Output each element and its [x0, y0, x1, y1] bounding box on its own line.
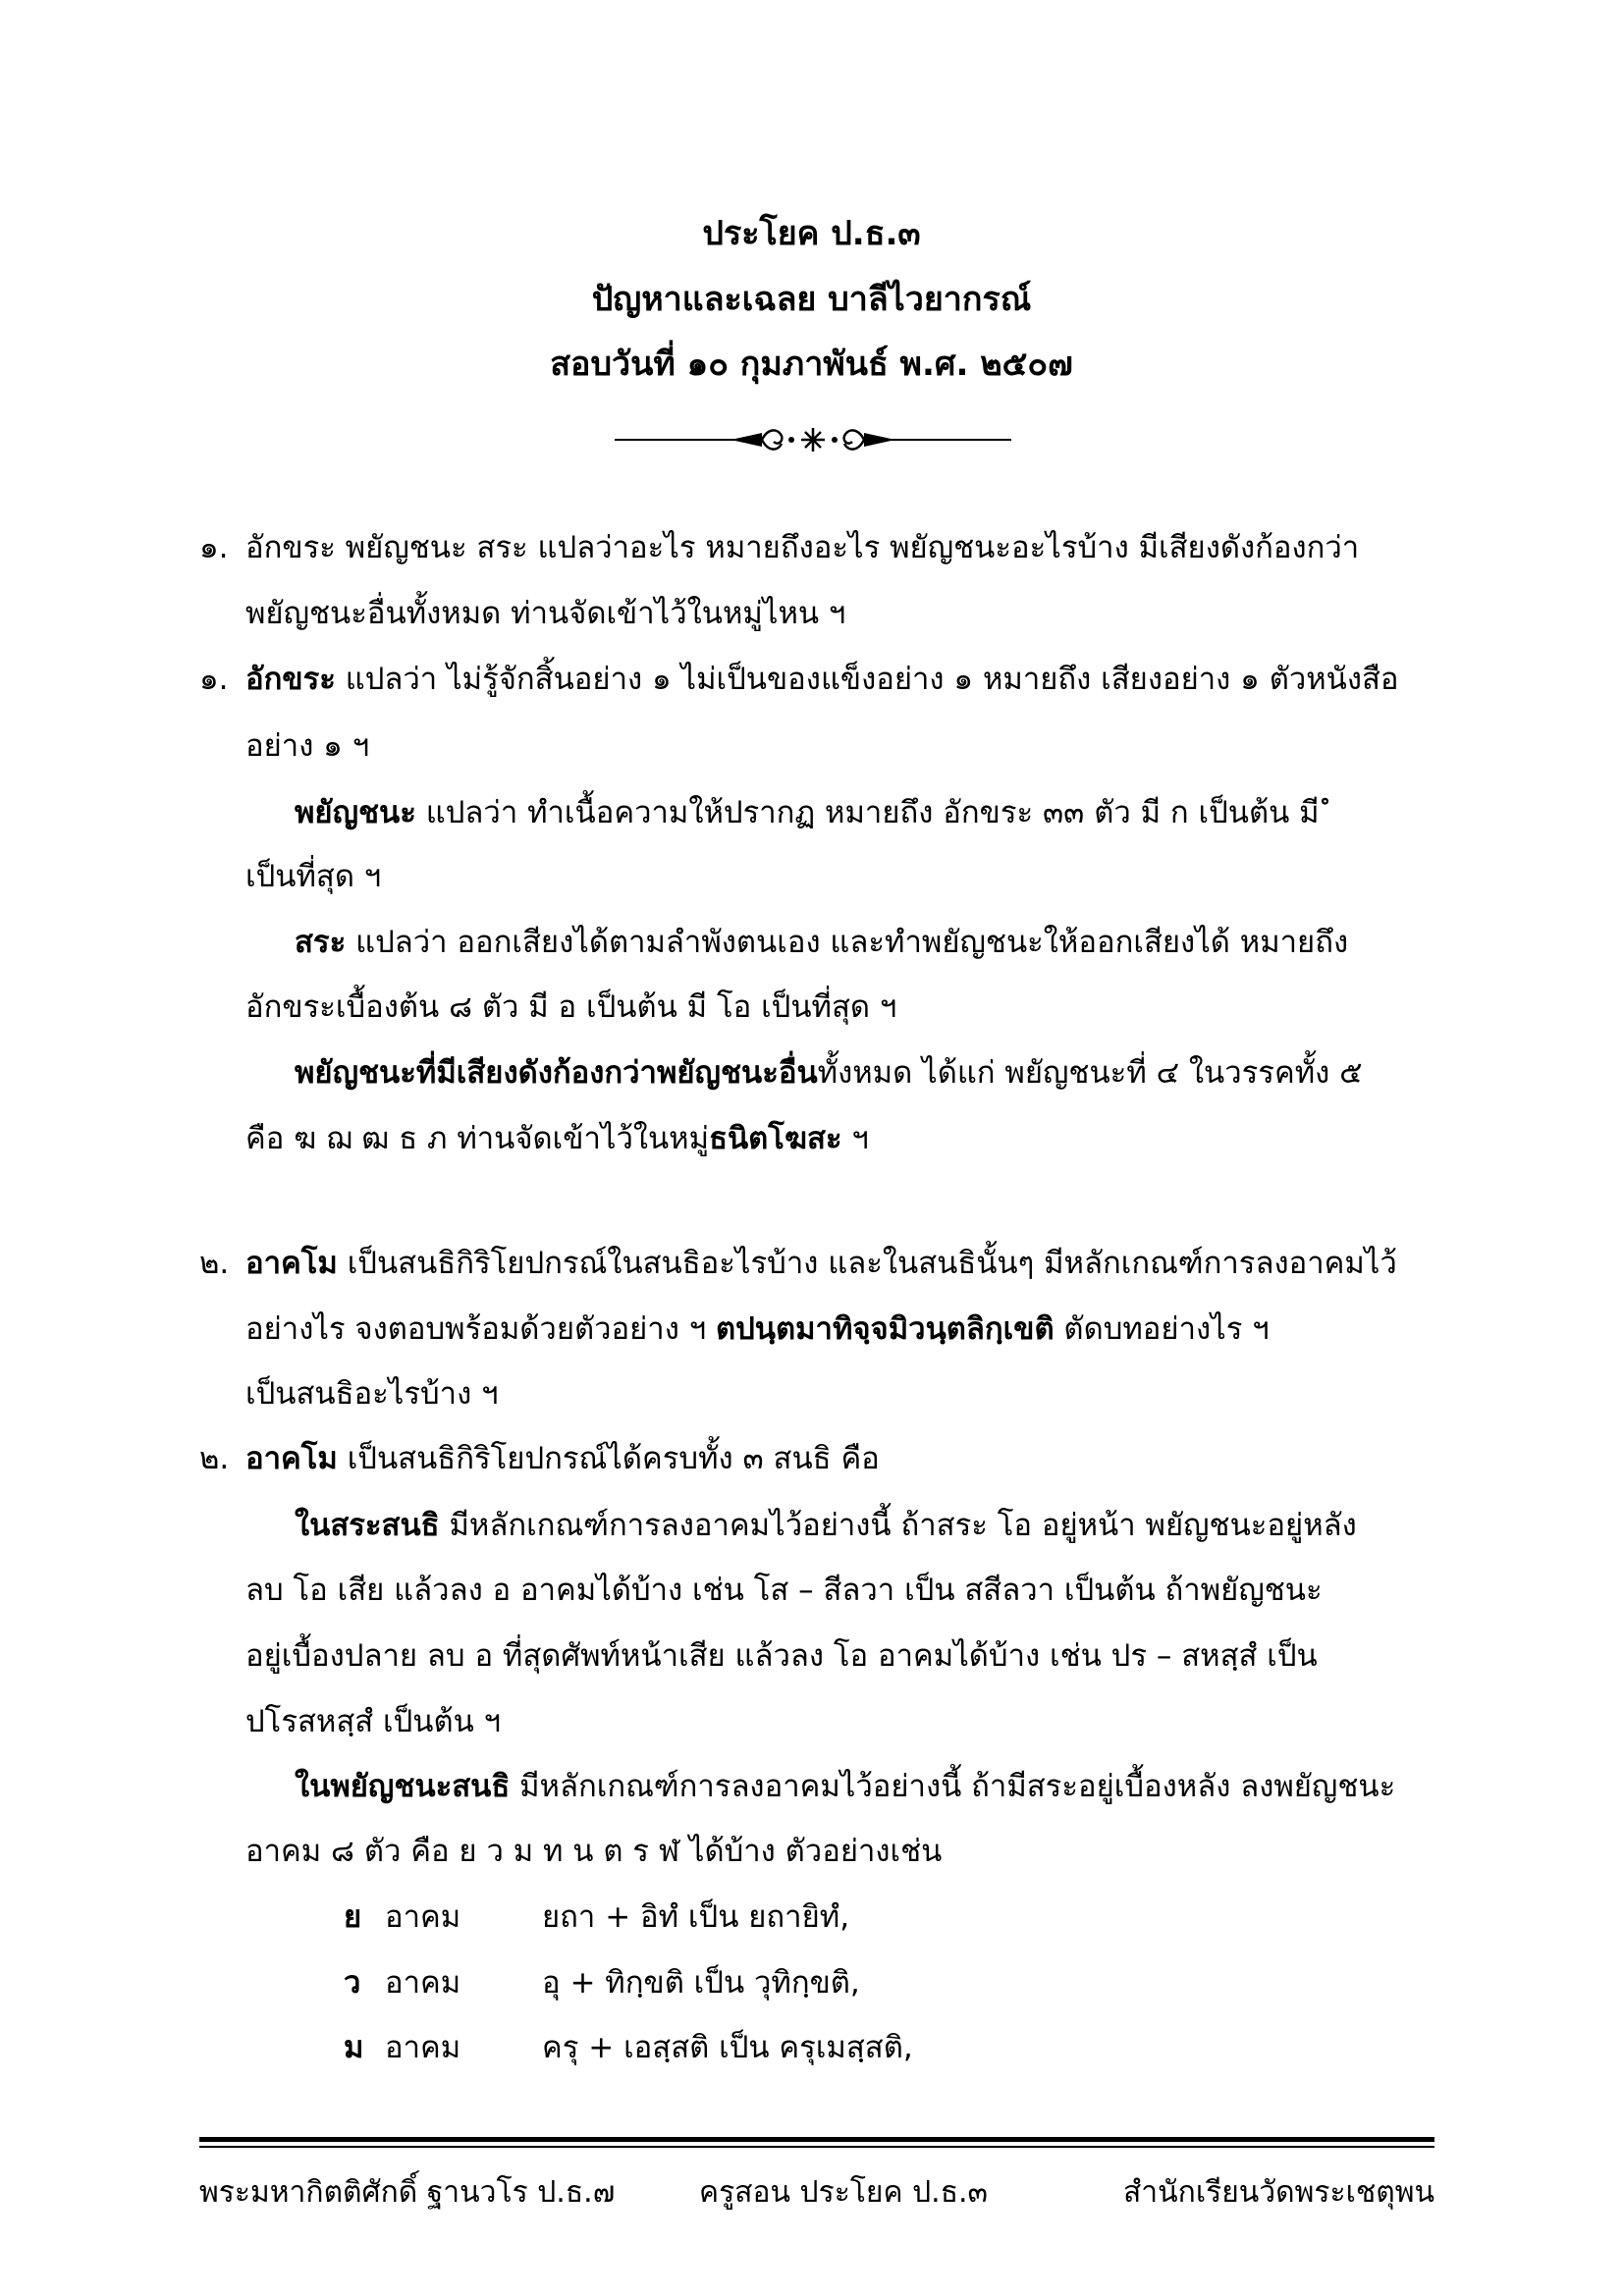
a2-line-1: อาคโม เป็นสนธิกิริโยปกรณ์ได้ครบทั้ง ๓ สนธิ คือ — [245, 1441, 880, 1476]
title-exam-level: ประโยค ป.ธ.๓ — [702, 214, 921, 253]
footer-school: สำนักเรียนวัดพระเชตุพน — [1123, 2175, 1434, 2210]
a1-line-6: อักขระเบื้องต้น ๘ ตัว มี อ เป็นต้น มี โอ เป็นที่สุด ฯ — [245, 989, 897, 1025]
a1-line-2: อย่าง ๑ ฯ — [245, 728, 370, 764]
term-akkhara: อักขระ — [245, 662, 336, 697]
a2-line-3: ลบ โอ เสีย แล้วลง อ อาคมได้บ้าง เช่น โส – สีลวา เป็น สสีลวา เป็นต้น ถ้าพยัญชนะ — [245, 1573, 1323, 1608]
a1-line-1: อักขระ แปลว่า ไม่รู้จักสิ้นอย่าง ๑ ไม่เป็นของแข็งอย่าง ๑ หมายถึง เสียงอย่าง ๑ ตัวหนังสือ — [245, 662, 1399, 697]
term-dhanitaghosa: ธนิตโฆสะ — [709, 1121, 842, 1156]
term-phayanchanasandhi: ในพยัญชนะสนธิ — [295, 1769, 511, 1804]
a1-line-4: เป็นที่สุด ฯ — [245, 859, 382, 894]
a1-number: ๑. — [199, 662, 229, 697]
q2-line-1: อาคโม เป็นสนธิกิริโยปกรณ์ในสนธิอะไรบ้าง และในสนธินั้นๆ มีหลักเกณฑ์การลงอาคมไว้ — [245, 1246, 1397, 1281]
q1-line-2: พยัญชนะอื่นทั้งหมด ท่านจัดเข้าไว้ในหมู่ไหน ฯ — [245, 596, 846, 631]
title-subject: ปัญหาและเฉลย บาลีไวยากรณ์ — [591, 280, 1032, 319]
term-loud-consonants: พยัญชนะที่มีเสียงดังก้องกว่าพยัญชนะอื่น — [295, 1055, 818, 1091]
example-label: อาคม — [385, 1965, 461, 2001]
term-sarasandhi: ในสระสนธิ — [295, 1508, 440, 1543]
ornament-divider — [615, 422, 1011, 457]
example-text: อุ + ทิกฺขติ เป็น วุทิกฺขติ, — [542, 1965, 860, 2001]
term-sara: สระ — [295, 925, 347, 960]
term-phayanchana: พยัญชนะ — [295, 795, 416, 830]
footer-rule-thick — [199, 2137, 1434, 2142]
a2-number: ๒. — [199, 1441, 230, 1476]
example-text: ครุ + เอสฺสติ เป็น ครุเมสฺสติ, — [542, 2030, 913, 2065]
a1-line-7: พยัญชนะที่มีเสียงดังก้องกว่าพยัญชนะอื่นทั้งหมด ได้แก่ พยัญชนะที่ ๔ ในวรรคทั้ง ๕ — [295, 1055, 1363, 1091]
q2-line-3: เป็นสนธิอะไรบ้าง ฯ — [245, 1376, 499, 1412]
example-row — [344, 2028, 363, 2067]
example-label: อาคม — [385, 1899, 461, 1935]
example-letter: ม — [344, 2030, 364, 2065]
q2-number: ๒. — [199, 1246, 230, 1281]
a2-line-6: ในพยัญชนะสนธิ มีหลักเกณฑ์การลงอาคมไว้อย่างนี้ ถ้ามีสระอยู่เบื้องหลัง ลงพยัญชนะ — [295, 1769, 1396, 1804]
example-row — [344, 1963, 360, 2002]
a2-line-7: อาคม ๘ ตัว คือ ย ว ม ท น ต ร ฬ ได้บ้าง ตัวอย่างเช่น — [245, 1834, 943, 1869]
term-agamo: อาคโม — [245, 1246, 338, 1281]
footer-author: พระมหากิตติศักดิ์ ฐานวโร ป.ธ.๗ — [199, 2175, 616, 2210]
a2-line-2: ในสระสนธิ มีหลักเกณฑ์การลงอาคมไว้อย่างนี้ ถ้าสระ โอ อยู่หน้า พยัญชนะอยู่หลัง — [295, 1508, 1357, 1543]
term-pali-sentence: ตปนฺตมาทิจฺจมิวนฺตลิกฺเขติ — [715, 1311, 1055, 1347]
q2-line-2: อย่างไร จงตอบพร้อมด้วยตัวอย่าง ฯ ตปนฺตมาทิจฺจมิวนฺตลิกฺเขติ ตัดบทอย่างไร ฯ — [245, 1311, 1270, 1347]
example-letter: ย — [344, 1899, 362, 1935]
example-label: อาคม — [385, 2030, 461, 2065]
title-exam-date: สอบวันที่ ๑๐ กุมภาพันธ์ พ.ศ. ๒๕๐๗ — [550, 345, 1073, 384]
footer-course: ครูสอน ประโยค ป.ธ.๓ — [699, 2175, 989, 2210]
q1-line-1: อักขระ พยัญชนะ สระ แปลว่าอะไร หมายถึงอะไร พยัญชนะอะไรบ้าง มีเสียงดังก้องกว่า — [245, 530, 1360, 565]
a2-line-5: ปโรสหสฺสํ เป็นต้น ฯ — [245, 1704, 502, 1739]
example-letter: ว — [344, 1965, 361, 2001]
a1-line-5: สระ แปลว่า ออกเสียงได้ตามลำพังตนเอง และทำพยัญชนะให้ออกเสียงได้ หมายถึง — [295, 925, 1349, 960]
a2-line-4: อยู่เบื้องปลาย ลบ อ ที่สุดศัพท์หน้าเสีย แล้วลง โอ อาคมได้บ้าง เช่น ปร – สหสฺสํ เป็น — [245, 1638, 1318, 1674]
q1-number: ๑. — [199, 530, 229, 565]
example-row — [344, 1897, 361, 1937]
a1-line-3: พยัญชนะ แปลว่า ทำเนื้อความให้ปรากฏ หมายถึง อักขระ ๓๓ ตัว มี ก เป็นต้น มี ํ — [295, 795, 1330, 830]
term-agamo-answer: อาคโม — [245, 1441, 338, 1476]
footer-rule-thin — [199, 2146, 1434, 2148]
example-text: ยถา + อิทํ เป็น ยถายิทํ, — [542, 1899, 850, 1935]
a1-line-8: คือ ฆ ฌ ฒ ธ ภ ท่านจัดเข้าไว้ในหมู่ธนิตโฆสะ ฯ — [245, 1121, 869, 1156]
